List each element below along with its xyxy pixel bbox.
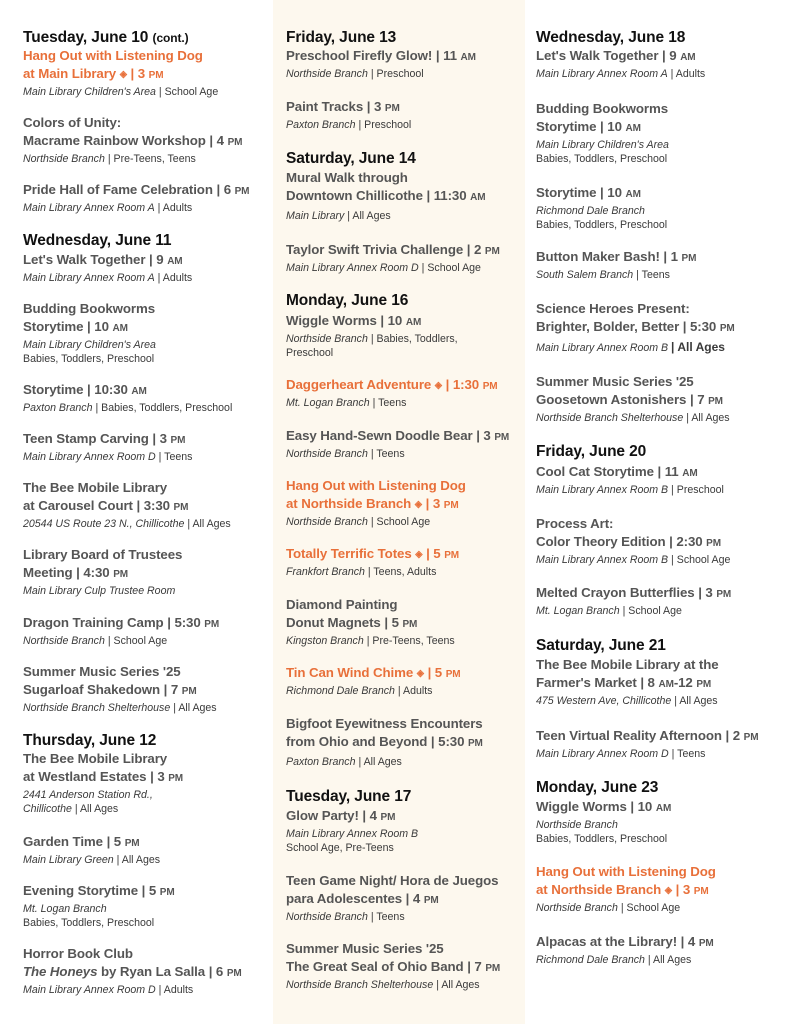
event-title: Bigfoot Eyewitness Encounters [286,716,483,731]
event-meta: Paxton Branch | Preschool [286,119,412,131]
event-dragon-camp [23,614,273,648]
event-title: Preschool Firefly Glow! | 11 AM [286,48,476,63]
dog-badge-icon: ◈ [414,499,423,510]
event-title: Donut Magnets | 5 PM [286,615,418,630]
event-meta: Mt. Logan Branch [23,903,107,915]
event-bookworms-11 [23,300,273,366]
event-title: The Bee Mobile Library at the [536,657,719,672]
event-meta: Mt. Logan Branch | School Age [536,605,682,617]
event-button-maker [536,248,786,282]
event-title: The Honeys by Ryan La Salla | 6 PM [23,964,242,979]
event-title: Budding Bookworms [536,101,669,116]
event-meta: Main Library Children's Area [23,339,156,351]
event-title: Teen Stamp Carving | 3 PM [23,431,186,446]
day-heading: Saturday, June 14 [286,150,416,167]
event-horror-club [23,945,273,997]
event-title: Budding Bookworms [23,301,156,316]
event-meta: Main Library Annex Room A | Adults [23,272,193,284]
event-title: Library Board of Trustees [23,547,183,562]
event-title: Sugarloaf Shakedown | 7 PM [23,682,197,697]
event-taylor-trivia [286,241,536,275]
event-meta: Northside Branch | School Age [23,635,168,647]
event-meta: Northside Branch | Teens [286,448,405,460]
event-title: The Bee Mobile Library [23,480,168,495]
event-title: at Northside Branch ◈ | 3 PM [286,495,536,515]
event-title: Colors of Unity: [23,115,122,130]
event-meta: Northside Branch | Teens [286,911,405,923]
event-audience: School Age, Pre-Teens [286,842,394,854]
event-meta: Main Library Children's Area | School Age [23,86,219,98]
event-bigfoot [286,715,536,769]
event-title: Totally Terrific Totes ◈ | 5 PM [286,545,536,565]
event-music-goosetown [536,373,786,425]
event-title: Easy Hand-Sewn Doodle Bear | 3 PM [286,428,510,443]
day-heading: Wednesday, June 11 [23,232,172,249]
event-title: Storytime | 10 AM [23,319,128,334]
day-heading: Friday, June 20 [536,443,647,460]
event-meta: Northside Branch [536,819,618,831]
event-audience: Babies, Toddlers, Preschool [536,153,668,165]
event-meta: Northside Branch | Preschool [286,68,424,80]
event-doodle-bear [286,427,536,461]
event-meta: 475 Western Ave, Chillicothe | All Ages [536,695,718,707]
event-title: Summer Music Series '25 [536,374,694,389]
event-meta: Main Library Annex Room B | School Age [536,554,731,566]
event-wind-chime [286,664,536,698]
event-meta: Main Library Annex Room A | Adults [23,202,193,214]
dog-badge-icon: ◈ [664,885,673,896]
event-title: Meeting | 4:30 PM [23,565,129,580]
event-title: Hang Out with Listening Dog [536,864,716,879]
day-heading: Monday, June 23 [536,779,659,796]
event-meta: Main Library Green | All Ages [23,854,161,866]
event-title: Melted Crayon Butterflies | 3 PM [536,585,732,600]
event-title: Storytime | 10 AM [536,185,641,200]
event-title: Storytime | 10 AM [536,119,641,134]
event-title: Alpacas at the Library! | 4 PM [536,934,714,949]
event-wiggle-23 [536,798,786,846]
schedule-column-2 [273,0,525,1024]
event-hangout-northside-23 [536,863,786,915]
event-storytime-18 [536,184,786,232]
event-title: at Westland Estates | 3 PM [23,769,184,784]
event-colors-unity [23,114,273,166]
event-pride-hall [23,181,273,215]
event-meta: Main Library Annex Room B | All Ages [536,340,725,354]
day-heading: Tuesday, June 17 [286,788,412,805]
event-title: Macrame Rainbow Workshop | 4 PM [23,133,243,148]
event-title: para Adolescentes | 4 PM [286,891,439,906]
event-meta: Frankfort Branch | Teens, Adults [286,566,437,578]
event-crayon-butterflies [536,584,786,618]
event-mural-walk [286,169,536,223]
event-meta: 20544 US Route 23 N., Chillicothe | All Ages [23,518,231,530]
day-heading: Saturday, June 21 [536,637,666,654]
day-heading: Tuesday, June 10 (cont.) [23,29,189,46]
event-audience: Preschool [286,347,334,359]
event-meta: Main Library Children's Area [536,139,669,151]
event-title: Button Maker Bash! | 1 PM [536,249,697,264]
event-alpacas [536,933,786,967]
event-totes [286,545,536,579]
event-garden-time [23,833,273,867]
event-audience: Babies, Toddlers, Preschool [23,917,155,929]
event-bee-westland [23,750,273,816]
event-wiggle-16 [286,312,536,360]
event-meta: Northside Branch | Pre-Teens, Teens [23,153,196,165]
event-title: Cool Cat Storytime | 11 AM [536,464,698,479]
event-meta: Northside Branch Shelterhouse | All Ages [23,702,217,714]
event-meta: Northside Branch Shelterhouse | All Ages [286,979,480,991]
event-title: Tin Can Wind Chime ◈ | 5 PM [286,664,536,684]
event-teen-vr [536,727,786,761]
event-paint-tracks [286,98,536,132]
event-meta: Richmond Dale Branch [536,205,645,217]
event-meta: South Salem Branch | Teens [536,269,670,281]
day-heading: Monday, June 16 [286,292,409,309]
event-audience: Babies, Toddlers, Preschool [536,219,668,231]
event-bee-farmers-market [536,656,786,708]
event-title: Let's Walk Together | 9 AM [536,48,696,63]
event-meta: Richmond Dale Branch | All Ages [536,954,692,966]
event-cool-cat [536,463,786,497]
event-title: Goosetown Astonishers | 7 PM [536,392,723,407]
event-title: Wiggle Worms | 10 AM [286,313,422,328]
event-audience: Babies, Toddlers, Preschool [536,833,668,845]
event-title: Science Heroes Present: [536,301,690,316]
event-title: at Carousel Court | 3:30 PM [23,498,189,513]
event-meta: Main Library Annex Room D | Adults [23,984,194,996]
event-title: Dragon Training Camp | 5:30 PM [23,615,220,630]
event-science-heroes [536,300,786,355]
event-meta: Paxton Branch | Babies, Toddlers, Preschool [23,402,233,414]
event-hangout-northside-16 [286,477,536,529]
dog-badge-icon: ◈ [416,668,424,679]
event-title: Daggerheart Adventure ◈ | 1:30 PM [286,376,536,396]
event-title: Pride Hall of Fame Celebration | 6 PM [23,182,250,197]
event-title: Let's Walk Together | 9 AM [23,252,183,267]
event-title: Summer Music Series '25 [23,664,181,679]
event-title: Paint Tracks | 3 PM [286,99,400,114]
event-title: The Bee Mobile Library [23,751,168,766]
event-walk-11 [23,251,273,285]
event-meta: Northside Branch | Babies, Toddlers, [286,333,458,345]
event-meta: Main Library Culp Trustee Room [23,585,176,597]
event-meta: Main Library Annex Room D | School Age [286,262,481,274]
event-title: Downtown Chillicothe | 11:30 AM [286,188,486,203]
event-bookworms-18 [536,100,786,166]
event-daggerheart [286,376,536,410]
event-meta: Richmond Dale Branch | Adults [286,685,433,697]
event-process-art [536,515,786,567]
event-title: Diamond Painting [286,597,398,612]
dog-badge-icon: ◈ [434,380,443,391]
event-meta: Main Library Annex Room B [286,828,419,840]
day-heading: Thursday, June 12 [23,732,157,749]
event-title: Teen Game Night/ Hora de Juegos [286,873,499,888]
event-title: at Northside Branch ◈ | 3 PM [536,881,786,901]
event-title: Garden Time | 5 PM [23,834,140,849]
event-hangout-main [23,47,273,99]
event-meta: 2441 Anderson Station Rd., [23,789,153,801]
event-meta: Northside Branch Shelterhouse | All Ages [536,412,730,424]
event-meta: Mt. Logan Branch | Teens [286,397,407,409]
dog-badge-icon: ◈ [119,69,127,80]
event-title: Taylor Swift Trivia Challenge | 2 PM [286,242,500,257]
event-diamond-painting [286,596,536,648]
event-meta: Chillicothe | All Ages [23,803,119,815]
event-title: Horror Book Club [23,946,133,961]
event-title: Wiggle Worms | 10 AM [536,799,672,814]
event-title: Hang Out with Listening Dog [286,478,466,493]
event-title: Mural Walk through [286,170,408,185]
event-meta: Main Library Annex Room D | Teens [536,748,706,760]
event-board-meeting [23,546,273,598]
event-meta: Main Library Annex Room D | Teens [23,451,193,463]
event-meta: Northside Branch | School Age [286,516,431,528]
event-meta: Northside Branch | School Age [536,902,681,914]
event-stamp-carving [23,430,273,464]
day-heading: Wednesday, June 18 [536,29,686,46]
event-bee-carousel [23,479,273,531]
event-firefly-glow [286,47,536,81]
event-title: Glow Party! | 4 PM [286,808,396,823]
day-heading: Friday, June 13 [286,29,397,46]
event-title: Teen Virtual Reality Afternoon | 2 PM [536,728,759,743]
event-title: at Main Library ◈ | 3 PM [23,65,273,85]
event-meta: Main Library Annex Room A | Adults [536,68,706,80]
event-title: Color Theory Edition | 2:30 PM [536,534,721,549]
event-meta: Main Library | All Ages [286,210,391,222]
event-meta: Paxton Branch | All Ages [286,756,402,768]
event-evening-storytime [23,882,273,930]
event-walk-18 [536,47,786,81]
event-music-seal [286,940,536,992]
event-title: Evening Storytime | 5 PM [23,883,175,898]
event-title: Summer Music Series '25 [286,941,444,956]
event-audience: Babies, Toddlers, Preschool [23,353,155,365]
event-teen-game-night [286,872,536,924]
event-title: The Great Seal of Ohio Band | 7 PM [286,959,501,974]
event-title: Hang Out with Listening Dog [23,48,203,63]
dog-badge-icon: ◈ [415,549,423,560]
event-glow-party [286,807,536,855]
event-title: Storytime | 10:30 AM [23,382,147,397]
event-music-sugarloaf [23,663,273,715]
event-meta: Kingston Branch | Pre-Teens, Teens [286,635,455,647]
event-storytime-11 [23,381,273,415]
event-title: from Ohio and Beyond | 5:30 PM [286,734,483,749]
event-title: Brighter, Bolder, Better | 5:30 PM [536,319,735,334]
event-title: Farmer's Market | 8 AM-12 PM [536,675,712,690]
event-meta: Main Library Annex Room B | Preschool [536,484,724,496]
event-title: Process Art: [536,516,614,531]
